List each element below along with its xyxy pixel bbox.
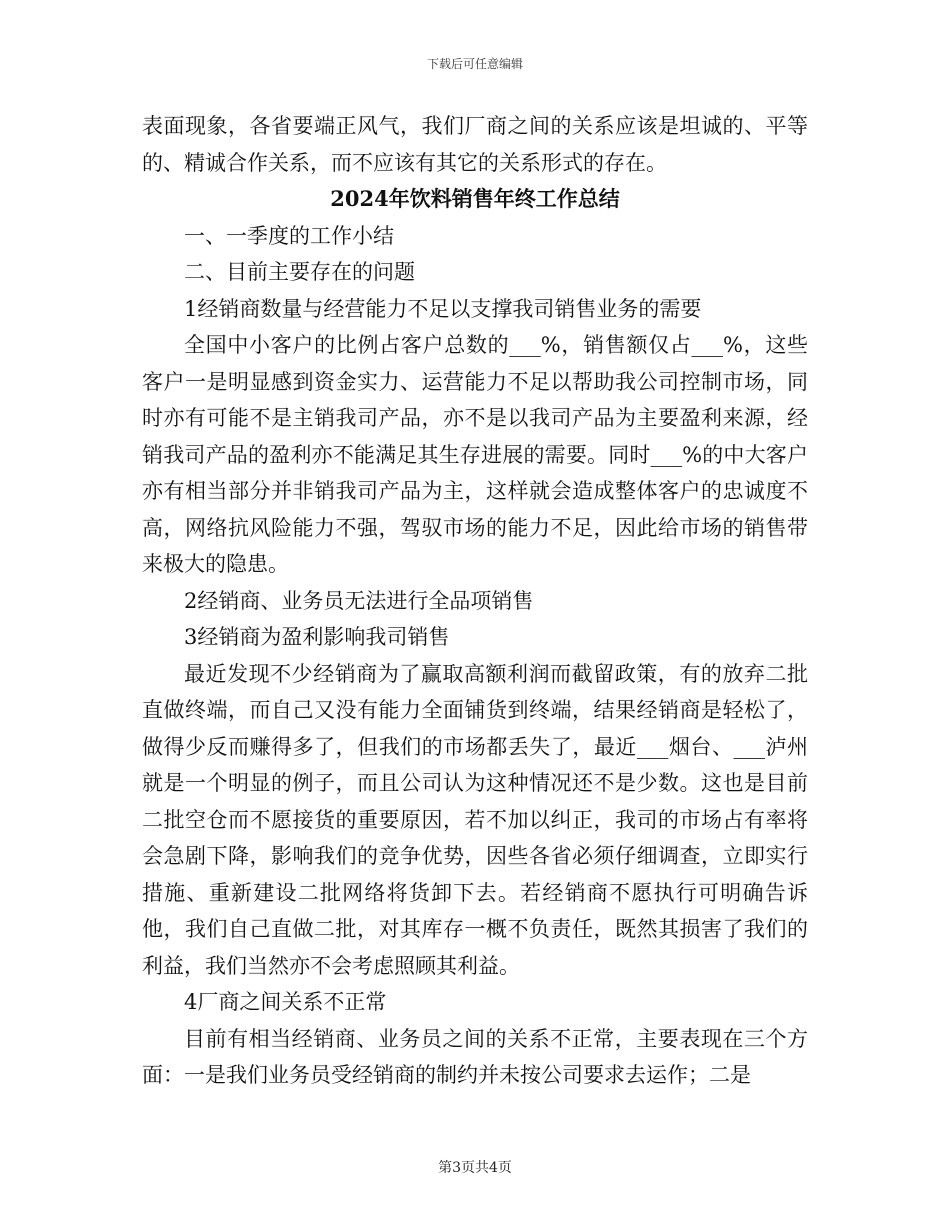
subheading-4: 4厂商之间关系不正常: [184, 990, 387, 1014]
subheading-1: 1经销商数量与经营能力不足以支撑我司销售业务的需要: [184, 296, 702, 321]
page-header: 下载后可任意编辑: [426, 57, 523, 71]
page-footer: 第3页共4页: [438, 1160, 512, 1176]
subheading-2: 2经销商、业务员无法进行全品项销售: [184, 588, 534, 613]
section-title: 2024年饮料销售年终工作总结: [330, 186, 620, 211]
document-body: [142, 108, 808, 1094]
heading-main-problems: 二、目前主要存在的问题: [184, 260, 415, 284]
paragraph-customers: 全国中小客户的比例占客户总数的___%，销售额仅占___%，这些客户一是明显感到资金实力、运营能力不足以帮助我公司控制市场，同时亦有可能不是主销我司产品，亦不是以我司产品为主要盈利来源，经销我司产品的盈利亦不能满足其生存进展的需要。同时___%的中大客户亦有相当部分并非销我司产品为主，这样就会造成整体客户的忠诚度不高，网络抗风险能力不强，驾驭市场的能力不足，因此给市场的销售带来极大的隐患。: [142, 333, 808, 576]
heading-q1-summary: 一、一季度的工作小结: [184, 223, 394, 248]
paragraph-dealer-profit: 最近发现不少经销商为了赢取高额利润而截留政策，有的放弃二批直做终端，而自己又没有能力全面铺货到终端，结果经销商是轻松了，做得少反而赚得多了，但我们的市场都丢失了，最近___烟台、___泸州就是一个明显的例子，而且公司认为这种情况还不是少数。这也是目前二批空仓而不愿接货的重要原因，若不加以纠正，我司的市场占有率将会急剧下降，影响我们的竞争优势，因些各省必须仔细调查，立即实行措施、重新建设二批网络将货卸下去。若经销商不愿执行可明确告诉他，我们自己直做二批，对其库存一概不负责任，既然其损害了我们的利益，我们当然亦不会考虑照顾其利益。: [142, 661, 808, 978]
subheading-3: 3经销商为盈利影响我司销售: [184, 625, 450, 649]
paragraph-continued: 表面现象，各省要端正风气，我们厂商之间的关系应该是坦诚的、平等的、精诚合作关系，而不应该有其它的关系形式的存在。: [142, 114, 808, 175]
paragraph-relations: 目前有相当经销商、业务员之间的关系不正常，主要表现在三个方面：一是我们业务员受经销商的制约并未按公司要求去运作；二是: [142, 1026, 808, 1087]
